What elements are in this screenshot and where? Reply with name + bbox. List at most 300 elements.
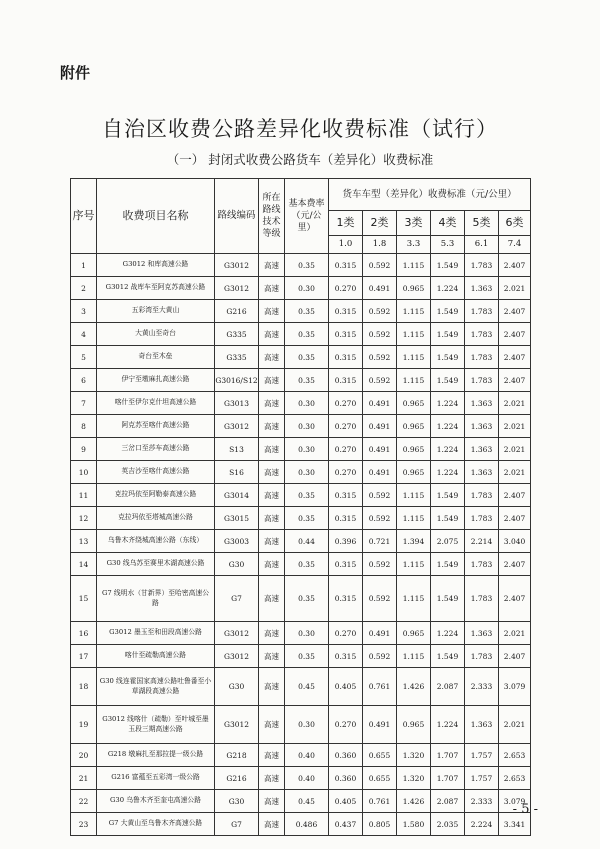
route-name: G218 墩麻扎至那拉提一级公路 — [97, 744, 215, 767]
table-row — [71, 744, 531, 767]
route-grade: 高速 — [259, 300, 285, 323]
route-code: G218 — [215, 744, 259, 767]
class-1-rate: 0.396 — [329, 530, 363, 553]
base-rate: 0.45 — [285, 668, 329, 706]
row-number: 18 — [71, 668, 97, 706]
row-number: 12 — [71, 507, 97, 530]
class-5-rate: 2.333 — [465, 790, 499, 813]
class-1-rate: 0.270 — [329, 415, 363, 438]
class-5-rate: 2.224 — [465, 813, 499, 836]
row-number: 3 — [71, 300, 97, 323]
route-grade: 高速 — [259, 530, 285, 553]
route-grade: 高速 — [259, 461, 285, 484]
class-3-rate: 1.426 — [397, 790, 431, 813]
route-code: G3012 — [215, 622, 259, 645]
class-5-rate: 1.363 — [465, 461, 499, 484]
row-number: 13 — [71, 530, 97, 553]
class-5-rate: 1.783 — [465, 553, 499, 576]
class-2-rate: 0.655 — [363, 744, 397, 767]
class-header: 2类 — [363, 211, 397, 236]
route-code: G335 — [215, 346, 259, 369]
col-header-no: 序号 — [71, 179, 97, 254]
page-title: 自治区收费公路差异化收费标准（试行） — [102, 117, 498, 141]
route-grade: 高速 — [259, 706, 285, 744]
class-4-rate: 1.549 — [431, 346, 465, 369]
route-grade: 高速 — [259, 576, 285, 622]
route-grade: 高速 — [259, 254, 285, 277]
class-3-rate: 1.394 — [397, 530, 431, 553]
class-6-rate: 2.653 — [499, 744, 531, 767]
route-code: G3014 — [215, 484, 259, 507]
col-header-name: 收费项目名称 — [97, 179, 215, 254]
route-name: 乌鲁木齐绕城高速公路（东线） — [97, 530, 215, 553]
class-4-rate: 1.549 — [431, 645, 465, 668]
class-2-rate: 0.592 — [363, 323, 397, 346]
row-number: 8 — [71, 415, 97, 438]
class-4-rate: 1.549 — [431, 369, 465, 392]
class-2-rate: 0.761 — [363, 790, 397, 813]
class-4-rate: 2.087 — [431, 668, 465, 706]
class-1-rate: 0.315 — [329, 484, 363, 507]
class-2-rate: 0.592 — [363, 553, 397, 576]
class-2-rate: 0.592 — [363, 645, 397, 668]
row-number: 11 — [71, 484, 97, 507]
class-5-rate: 1.363 — [465, 415, 499, 438]
route-code: G7 — [215, 576, 259, 622]
class-1-rate: 0.315 — [329, 645, 363, 668]
class-5-rate: 1.783 — [465, 369, 499, 392]
class-2-rate: 0.491 — [363, 392, 397, 415]
class-2-rate: 0.491 — [363, 706, 397, 744]
class-1-rate: 0.315 — [329, 576, 363, 622]
class-2-rate: 0.721 — [363, 530, 397, 553]
route-name: G3012 线喀什（疏勒）至叶城至墨玉段三期高速公路 — [97, 706, 215, 744]
class-1-rate: 0.437 — [329, 813, 363, 836]
class-6-rate: 2.021 — [499, 461, 531, 484]
class-5-rate: 1.363 — [465, 277, 499, 300]
class-2-rate: 0.655 — [363, 767, 397, 790]
class-5-rate: 1.783 — [465, 576, 499, 622]
class-5-rate: 1.363 — [465, 622, 499, 645]
class-header: 1类 — [329, 211, 363, 236]
class-1-rate: 0.360 — [329, 767, 363, 790]
route-code: G7 — [215, 813, 259, 836]
class-3-rate: 1.115 — [397, 576, 431, 622]
class-6-rate: 3.341 — [499, 813, 531, 836]
class-4-rate: 2.087 — [431, 790, 465, 813]
col-header-grade: 所在路线技术等级 — [259, 179, 285, 254]
class-3-rate: 0.965 — [397, 622, 431, 645]
class-1-rate: 0.315 — [329, 553, 363, 576]
class-1-rate: 0.270 — [329, 622, 363, 645]
base-rate: 0.30 — [285, 438, 329, 461]
row-number: 22 — [71, 790, 97, 813]
class-6-rate: 2.407 — [499, 484, 531, 507]
table-row — [71, 553, 531, 576]
base-rate: 0.45 — [285, 790, 329, 813]
base-rate: 0.30 — [285, 415, 329, 438]
class-2-rate: 0.592 — [363, 300, 397, 323]
class-6-rate: 2.021 — [499, 415, 531, 438]
table-row — [71, 277, 531, 300]
route-name: G7 线明水（甘新界）至哈密高速公路 — [97, 576, 215, 622]
class-6-rate: 2.407 — [499, 507, 531, 530]
class-3-rate: 1.115 — [397, 484, 431, 507]
class-6-rate: 3.079 — [499, 668, 531, 706]
row-number: 21 — [71, 767, 97, 790]
route-grade: 高速 — [259, 277, 285, 300]
base-rate: 0.40 — [285, 767, 329, 790]
class-5-rate: 1.363 — [465, 438, 499, 461]
class-4-rate: 1.549 — [431, 254, 465, 277]
table-row — [71, 438, 531, 461]
route-grade: 高速 — [259, 415, 285, 438]
attachment-label: 附件 — [60, 64, 91, 82]
route-name: G30 线乌苏至赛里木湖高速公路 — [97, 553, 215, 576]
route-name: 阿克苏至喀什高速公路 — [97, 415, 215, 438]
route-name: G216 富蕴至五彩湾一级公路 — [97, 767, 215, 790]
table-row — [71, 415, 531, 438]
route-name: 三岔口至莎车高速公路 — [97, 438, 215, 461]
table-row — [71, 668, 531, 706]
class-header: 3类 — [397, 211, 431, 236]
table-row — [71, 790, 531, 813]
route-name: 克拉玛依至阿勒泰高速公路 — [97, 484, 215, 507]
class-3-rate: 1.115 — [397, 553, 431, 576]
route-name: 奇台至木垒 — [97, 346, 215, 369]
base-rate: 0.35 — [285, 300, 329, 323]
class-5-rate: 1.363 — [465, 706, 499, 744]
class-header: 5类 — [465, 211, 499, 236]
table-row — [71, 622, 531, 645]
route-grade: 高速 — [259, 323, 285, 346]
class-4-rate: 1.549 — [431, 300, 465, 323]
route-grade: 高速 — [259, 392, 285, 415]
route-grade: 高速 — [259, 668, 285, 706]
class-6-rate: 3.040 — [499, 530, 531, 553]
class-4-rate: 2.075 — [431, 530, 465, 553]
route-name: G3012 和库高速公路 — [97, 254, 215, 277]
base-rate: 0.35 — [285, 645, 329, 668]
table-row — [71, 706, 531, 744]
class-5-rate: 1.757 — [465, 744, 499, 767]
class-6-rate: 2.407 — [499, 254, 531, 277]
class-2-rate: 0.592 — [363, 369, 397, 392]
class-6-rate: 2.021 — [499, 277, 531, 300]
class-3-rate: 0.965 — [397, 706, 431, 744]
class-3-rate: 1.115 — [397, 346, 431, 369]
class-1-rate: 0.315 — [329, 507, 363, 530]
route-code: G216 — [215, 767, 259, 790]
route-name: G7 大黄山至乌鲁木齐高速公路 — [97, 813, 215, 836]
class-5-rate: 1.783 — [465, 645, 499, 668]
base-rate: 0.30 — [285, 622, 329, 645]
class-header: 4类 — [431, 211, 465, 236]
route-name: 大黄山至奇台 — [97, 323, 215, 346]
class-factor: 1.0 — [329, 236, 363, 254]
class-factor: 1.8 — [363, 236, 397, 254]
class-5-rate: 2.214 — [465, 530, 499, 553]
class-6-rate: 2.407 — [499, 323, 531, 346]
route-code: G3012 — [215, 706, 259, 744]
class-3-rate: 1.115 — [397, 254, 431, 277]
row-number: 16 — [71, 622, 97, 645]
base-rate: 0.35 — [285, 254, 329, 277]
class-4-rate: 1.549 — [431, 576, 465, 622]
class-4-rate: 1.707 — [431, 744, 465, 767]
class-3-rate: 1.115 — [397, 323, 431, 346]
base-rate: 0.35 — [285, 369, 329, 392]
route-code: G3012 — [215, 254, 259, 277]
class-6-rate: 2.407 — [499, 300, 531, 323]
class-3-rate: 0.965 — [397, 277, 431, 300]
route-code: G30 — [215, 790, 259, 813]
route-code: G3012 — [215, 415, 259, 438]
row-number: 2 — [71, 277, 97, 300]
class-4-rate: 1.224 — [431, 277, 465, 300]
row-number: 15 — [71, 576, 97, 622]
base-rate: 0.30 — [285, 392, 329, 415]
class-6-rate: 2.021 — [499, 706, 531, 744]
class-5-rate: 1.783 — [465, 254, 499, 277]
class-4-rate: 1.224 — [431, 622, 465, 645]
table-row — [71, 767, 531, 790]
route-name: 喀什至疏勒高速公路 — [97, 645, 215, 668]
route-code: G335 — [215, 323, 259, 346]
class-4-rate: 1.549 — [431, 553, 465, 576]
row-number: 4 — [71, 323, 97, 346]
row-number: 6 — [71, 369, 97, 392]
class-3-rate: 0.965 — [397, 438, 431, 461]
row-number: 1 — [71, 254, 97, 277]
class-5-rate: 1.783 — [465, 346, 499, 369]
row-number: 14 — [71, 553, 97, 576]
page-number: - 5 - — [512, 802, 538, 817]
class-1-rate: 0.270 — [329, 438, 363, 461]
class-1-rate: 0.270 — [329, 461, 363, 484]
class-4-rate: 1.707 — [431, 767, 465, 790]
col-header-code: 路线编码 — [215, 179, 259, 254]
class-1-rate: 0.315 — [329, 300, 363, 323]
class-3-rate: 1.320 — [397, 767, 431, 790]
route-code: G3015 — [215, 507, 259, 530]
route-name: 伊宁至墩麻扎高速公路 — [97, 369, 215, 392]
table-row — [71, 300, 531, 323]
table-row — [71, 813, 531, 836]
route-name: 喀什至伊尔克什坦高速公路 — [97, 392, 215, 415]
route-name: G30 乌鲁木齐至奎屯高速公路 — [97, 790, 215, 813]
class-2-rate: 0.491 — [363, 461, 397, 484]
class-2-rate: 0.491 — [363, 277, 397, 300]
class-3-rate: 1.115 — [397, 645, 431, 668]
class-2-rate: 0.592 — [363, 254, 397, 277]
class-3-rate: 1.115 — [397, 369, 431, 392]
class-6-rate: 2.407 — [499, 553, 531, 576]
base-rate: 0.35 — [285, 484, 329, 507]
class-5-rate: 1.783 — [465, 484, 499, 507]
class-header: 6类 — [499, 211, 531, 236]
class-6-rate: 2.407 — [499, 369, 531, 392]
route-code: S16 — [215, 461, 259, 484]
class-3-rate: 1.580 — [397, 813, 431, 836]
class-4-rate: 1.224 — [431, 392, 465, 415]
row-number: 19 — [71, 706, 97, 744]
section-subtitle: （一） 封闭式收费公路货车（差异化）收费标准 — [166, 152, 434, 167]
class-2-rate: 0.592 — [363, 484, 397, 507]
class-1-rate: 0.405 — [329, 668, 363, 706]
base-rate: 0.35 — [285, 323, 329, 346]
route-name: 五彩湾至大黄山 — [97, 300, 215, 323]
row-number: 20 — [71, 744, 97, 767]
route-name: G30 线连霍国家高速公路吐鲁番至小草湖段高速公路 — [97, 668, 215, 706]
route-code: G3012 — [215, 277, 259, 300]
class-1-rate: 0.360 — [329, 744, 363, 767]
class-1-rate: 0.315 — [329, 254, 363, 277]
class-factor: 6.1 — [465, 236, 499, 254]
class-2-rate: 0.761 — [363, 668, 397, 706]
class-4-rate: 1.224 — [431, 461, 465, 484]
class-2-rate: 0.592 — [363, 507, 397, 530]
class-3-rate: 0.965 — [397, 392, 431, 415]
route-code: G3012 — [215, 645, 259, 668]
table-row — [71, 645, 531, 668]
base-rate: 0.35 — [285, 553, 329, 576]
table-row — [71, 530, 531, 553]
class-3-rate: 1.115 — [397, 300, 431, 323]
route-grade: 高速 — [259, 369, 285, 392]
route-grade: 高速 — [259, 767, 285, 790]
route-grade: 高速 — [259, 813, 285, 836]
class-5-rate: 2.333 — [465, 668, 499, 706]
col-header-vehicle-class-group: 货车车型（差异化）收费标准（元/公里） — [329, 179, 531, 211]
class-factor: 7.4 — [499, 236, 531, 254]
toll-rate-table — [70, 178, 531, 836]
class-4-rate: 1.224 — [431, 438, 465, 461]
route-code: G3003 — [215, 530, 259, 553]
table-row — [71, 507, 531, 530]
class-1-rate: 0.315 — [329, 369, 363, 392]
route-grade: 高速 — [259, 346, 285, 369]
class-6-rate: 2.407 — [499, 346, 531, 369]
class-6-rate: 2.407 — [499, 645, 531, 668]
base-rate: 0.35 — [285, 576, 329, 622]
class-6-rate: 2.021 — [499, 392, 531, 415]
route-grade: 高速 — [259, 484, 285, 507]
base-rate: 0.30 — [285, 461, 329, 484]
class-2-rate: 0.592 — [363, 346, 397, 369]
route-grade: 高速 — [259, 507, 285, 530]
table-row — [71, 484, 531, 507]
table-row — [71, 323, 531, 346]
class-3-rate: 1.426 — [397, 668, 431, 706]
class-1-rate: 0.315 — [329, 323, 363, 346]
class-4-rate: 1.224 — [431, 706, 465, 744]
base-rate: 0.486 — [285, 813, 329, 836]
base-rate: 0.30 — [285, 706, 329, 744]
base-rate: 0.35 — [285, 507, 329, 530]
route-grade: 高速 — [259, 622, 285, 645]
route-grade: 高速 — [259, 645, 285, 668]
route-code: G30 — [215, 668, 259, 706]
table-row — [71, 576, 531, 622]
table-row — [71, 254, 531, 277]
class-2-rate: 0.592 — [363, 576, 397, 622]
class-4-rate: 2.035 — [431, 813, 465, 836]
route-grade: 高速 — [259, 744, 285, 767]
class-3-rate: 0.965 — [397, 415, 431, 438]
table-row — [71, 392, 531, 415]
row-number: 17 — [71, 645, 97, 668]
class-1-rate: 0.315 — [329, 346, 363, 369]
row-number: 10 — [71, 461, 97, 484]
route-grade: 高速 — [259, 790, 285, 813]
route-name: 英吉沙至喀什高速公路 — [97, 461, 215, 484]
class-6-rate: 2.021 — [499, 438, 531, 461]
class-factor: 3.3 — [397, 236, 431, 254]
table-body — [71, 254, 531, 836]
class-4-rate: 1.549 — [431, 484, 465, 507]
class-6-rate: 2.653 — [499, 767, 531, 790]
route-code: G3016/S12 — [215, 369, 259, 392]
class-5-rate: 1.783 — [465, 507, 499, 530]
class-3-rate: 1.320 — [397, 744, 431, 767]
class-6-rate: 2.021 — [499, 622, 531, 645]
class-4-rate: 1.224 — [431, 415, 465, 438]
route-code: G216 — [215, 300, 259, 323]
col-header-base-rate: 基本费率（元/公里） — [285, 179, 329, 254]
route-name: 克拉玛依至塔城高速公路 — [97, 507, 215, 530]
route-name: G3012 战库车至阿克苏高速公路 — [97, 277, 215, 300]
class-2-rate: 0.491 — [363, 438, 397, 461]
class-1-rate: 0.270 — [329, 706, 363, 744]
class-1-rate: 0.270 — [329, 277, 363, 300]
class-factor: 5.3 — [431, 236, 465, 254]
class-4-rate: 1.549 — [431, 323, 465, 346]
class-3-rate: 1.115 — [397, 507, 431, 530]
route-code: G30 — [215, 553, 259, 576]
row-number: 23 — [71, 813, 97, 836]
class-5-rate: 1.363 — [465, 392, 499, 415]
base-rate: 0.35 — [285, 346, 329, 369]
class-1-rate: 0.270 — [329, 392, 363, 415]
route-name: G3012 墨玉至和田段高速公路 — [97, 622, 215, 645]
class-2-rate: 0.491 — [363, 415, 397, 438]
route-grade: 高速 — [259, 553, 285, 576]
class-3-rate: 0.965 — [397, 461, 431, 484]
route-code: S13 — [215, 438, 259, 461]
row-number: 7 — [71, 392, 97, 415]
class-5-rate: 1.783 — [465, 300, 499, 323]
table-row — [71, 346, 531, 369]
class-5-rate: 1.757 — [465, 767, 499, 790]
row-number: 5 — [71, 346, 97, 369]
table-row — [71, 369, 531, 392]
base-rate: 0.30 — [285, 277, 329, 300]
class-4-rate: 1.549 — [431, 507, 465, 530]
base-rate: 0.44 — [285, 530, 329, 553]
class-2-rate: 0.805 — [363, 813, 397, 836]
class-1-rate: 0.405 — [329, 790, 363, 813]
row-number: 9 — [71, 438, 97, 461]
base-rate: 0.40 — [285, 744, 329, 767]
class-6-rate: 3.079 — [499, 790, 531, 813]
table-row — [71, 461, 531, 484]
route-grade: 高速 — [259, 438, 285, 461]
class-5-rate: 1.783 — [465, 323, 499, 346]
class-6-rate: 2.407 — [499, 576, 531, 622]
route-code: G3013 — [215, 392, 259, 415]
class-2-rate: 0.491 — [363, 622, 397, 645]
